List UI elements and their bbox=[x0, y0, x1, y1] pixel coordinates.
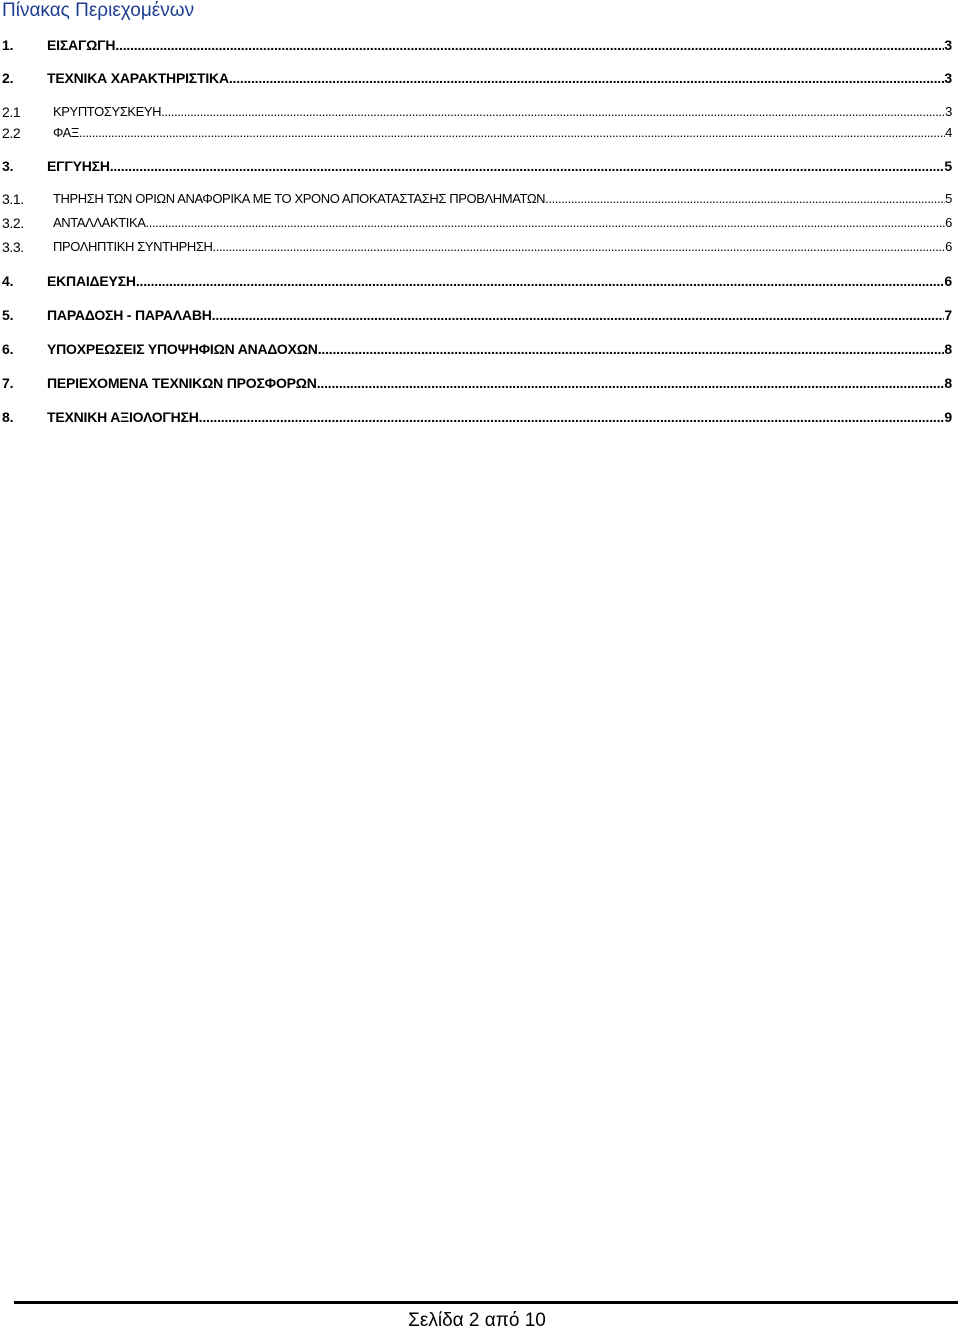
toc-entry-number: 2.1 bbox=[2, 104, 21, 120]
toc-entry[interactable] bbox=[2, 214, 952, 232]
toc-entry-title: ΠΑΡΑΔΟΣΗ - ΠΑΡΑΛΑΒΗ bbox=[47, 307, 212, 323]
toc-entry[interactable] bbox=[2, 103, 952, 121]
toc-entry-number: 6. bbox=[2, 341, 14, 357]
toc-dot-leader bbox=[317, 374, 945, 392]
toc-entry[interactable] bbox=[2, 36, 952, 54]
toc-entry-number: 2.2 bbox=[2, 125, 21, 141]
toc-entry-page: 6 bbox=[944, 273, 952, 289]
toc-entry-title: ΥΠΟΧΡΕΩΣΕΙΣ ΥΠΟΨΗΦΙΩΝ ΑΝΑΔΟΧΩΝ bbox=[47, 341, 318, 357]
toc-entry[interactable] bbox=[2, 69, 952, 87]
toc-dot-leader bbox=[115, 36, 944, 54]
toc-dot-leader bbox=[318, 340, 945, 358]
toc-entry-title: ΕΙΣΑΓΩΓΗ bbox=[47, 37, 116, 53]
toc-dot-leader bbox=[213, 238, 946, 256]
toc-entry[interactable] bbox=[2, 157, 952, 175]
toc-entry-page: 4 bbox=[945, 125, 952, 140]
toc-entry-number: 3.2. bbox=[2, 215, 24, 231]
toc-entry[interactable] bbox=[2, 374, 952, 392]
toc-entry[interactable] bbox=[2, 272, 952, 290]
toc-entry-page: 3 bbox=[944, 70, 952, 86]
footer-divider bbox=[14, 1301, 958, 1304]
toc-heading: Πίνακας Περιεχομένων bbox=[2, 0, 195, 21]
toc-entry-title: ΕΚΠΑΙΔΕΥΣΗ bbox=[47, 273, 136, 289]
toc-entry-number: 8. bbox=[2, 409, 14, 425]
toc-entry[interactable] bbox=[2, 238, 952, 256]
toc-dot-leader bbox=[229, 69, 945, 87]
toc-entry-title: ΤΗΡΗΣΗ ΤΩΝ ΟΡΙΩΝ ΑΝΑΦΟΡΙΚΑ ΜΕ ΤΟ ΧΡΟΝΟ ΑΠΟΚΑΤΑΣΤΑΣΗΣ ΠΡΟΒΛΗΜΑΤΩΝ bbox=[53, 191, 546, 206]
toc-entry-title: ΠΡΟΛΗΠΤΙΚΗ ΣΥΝΤΗΡΗΣΗ bbox=[53, 239, 213, 254]
toc-entry-page: 7 bbox=[944, 307, 952, 323]
toc-entry-page: 8 bbox=[944, 341, 952, 357]
toc-dot-leader bbox=[161, 103, 945, 121]
toc-entry-title: ΤΕΧΝΙΚΑ ΧΑΡΑΚΤΗΡΙΣΤΙΚΑ bbox=[47, 70, 229, 86]
toc-entry-title: ΤΕΧΝΙΚΗ ΑΞΙΟΛΟΓΗΣΗ bbox=[47, 409, 199, 425]
toc-entry-page: 3 bbox=[945, 104, 952, 119]
toc-entry-title: ΦΑΞ bbox=[53, 125, 79, 140]
footer bbox=[0, 1310, 960, 1332]
toc-entry-number: 7. bbox=[2, 375, 14, 391]
toc-entry-page: 5 bbox=[944, 158, 952, 174]
toc-dot-leader bbox=[110, 157, 945, 175]
toc-entry-page: 9 bbox=[944, 409, 952, 425]
toc-entry-page: 6 bbox=[945, 215, 952, 230]
toc-entry-title: ΕΓΓΥΗΣΗ bbox=[47, 158, 110, 174]
toc-entry-page: 3 bbox=[944, 37, 952, 53]
toc-entry-page: 5 bbox=[945, 191, 952, 206]
toc-dot-leader bbox=[79, 124, 945, 142]
toc-entry-number: 3.1. bbox=[2, 191, 24, 207]
toc-entry-title: ΑΝΤΑΛΛΑΚΤΙΚΑ bbox=[53, 215, 146, 230]
toc-entry-title: ΠΕΡΙΕΧΟΜΕΝΑ ΤΕΧΝΙΚΩΝ ΠΡΟΣΦΟΡΩΝ bbox=[47, 375, 317, 391]
page-number-label: Σελίδα 2 από 10 bbox=[408, 1310, 546, 1331]
toc-entry[interactable] bbox=[2, 306, 952, 324]
toc-entry-number: 4. bbox=[2, 273, 14, 289]
toc-dot-leader bbox=[136, 272, 945, 290]
toc-dot-leader bbox=[146, 214, 946, 232]
toc-dot-leader bbox=[212, 306, 945, 324]
toc-entry-number: 1. bbox=[2, 37, 14, 53]
toc-entry[interactable] bbox=[2, 408, 952, 426]
toc-entry-page: 6 bbox=[945, 239, 952, 254]
toc-entry[interactable] bbox=[2, 190, 952, 208]
toc-entry[interactable] bbox=[2, 340, 952, 358]
toc-dot-leader bbox=[199, 408, 945, 426]
toc-entry-number: 2. bbox=[2, 70, 14, 86]
toc-entry-page: 8 bbox=[944, 375, 952, 391]
toc-entry-title: ΚΡΥΠΤΟΣΥΣΚΕΥΗ bbox=[53, 104, 162, 119]
toc-entry-number: 3. bbox=[2, 158, 14, 174]
toc-entry-number: 5. bbox=[2, 307, 14, 323]
toc-entry[interactable] bbox=[2, 124, 952, 142]
toc-entry-number: 3.3. bbox=[2, 239, 24, 255]
toc-dot-leader bbox=[545, 190, 945, 208]
